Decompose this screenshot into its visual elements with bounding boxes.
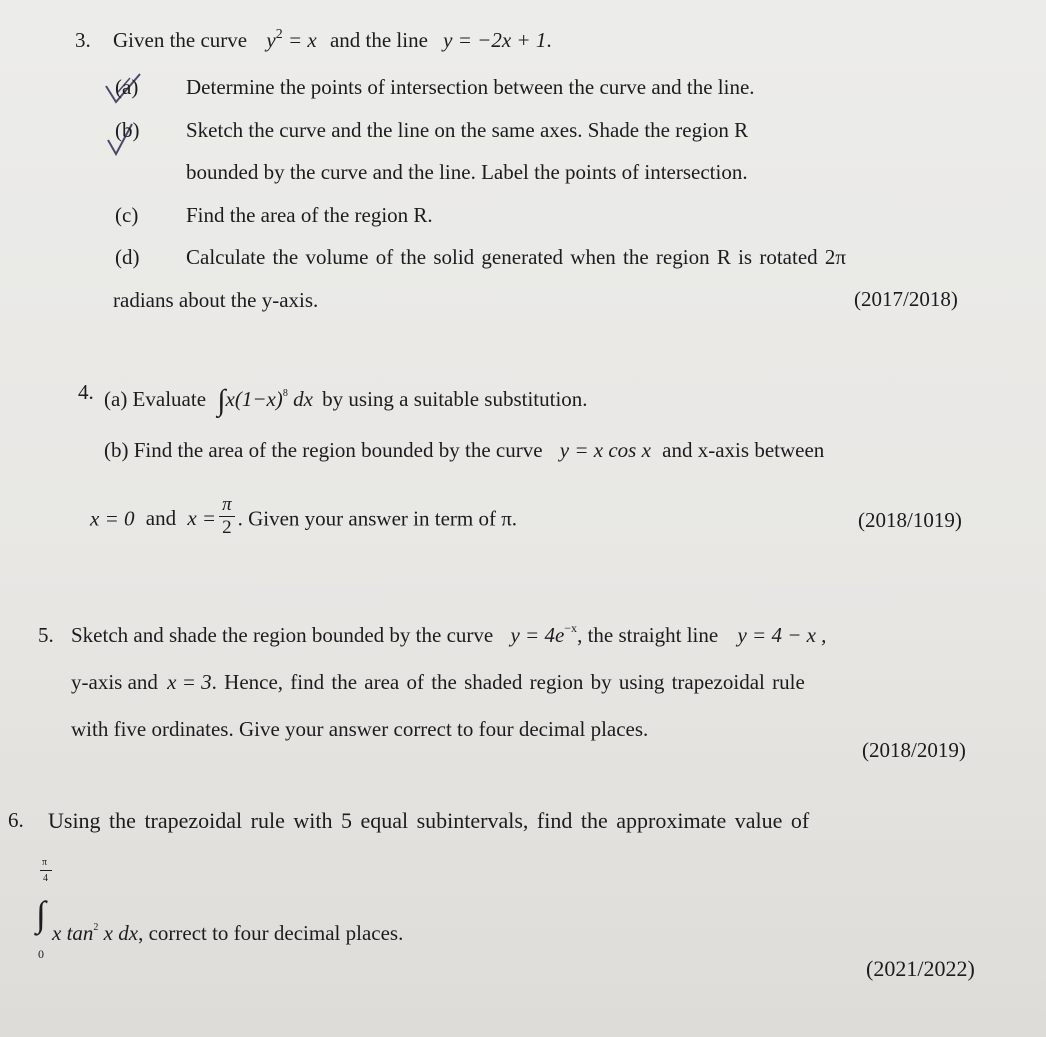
q4-a-text: (a) Evaluate [104, 387, 207, 411]
q6-upper-bar [40, 870, 52, 871]
q5-text-2a: y-axis and [71, 670, 158, 694]
q3-stem-a: Given the curve [113, 28, 248, 52]
q3-curve-exp: 2 [275, 27, 283, 42]
q3-year: (2017/2018) [854, 287, 958, 311]
q3-a-text: Determine the points of intersection between the curve and the line. [186, 75, 755, 99]
q4-b-tail2: . Given your answer in term of π. [237, 506, 518, 531]
q5-text-1: Sketch and shade the region bounded by the curve [71, 623, 494, 647]
q6-integrand: x tan [52, 921, 94, 945]
q3-d-text-1: Calculate the volume of the solid generated when the region R is rotated 2π [186, 245, 846, 269]
q4-b-num: π [219, 494, 235, 517]
q3-curve-y: y [266, 28, 276, 52]
q4-b-tail: and x-axis between [662, 438, 825, 462]
q5-text-2b: x = 3 [167, 670, 212, 694]
q4-a-line [104, 382, 588, 417]
q3-stem [113, 27, 552, 52]
q5-text-2c: . Hence, find the area of the shaded region by using trapezoidal rule [211, 670, 805, 694]
q5-text-1b: , the straight line [577, 623, 719, 647]
integral-icon: ∫ [36, 894, 46, 934]
q6-number: 6. [8, 808, 24, 832]
q5-line-eq: y = 4 − x , [737, 623, 827, 647]
q3-stem-end: . [546, 28, 552, 52]
q3-b-text-1: Sketch the curve and the line on the same axes. Shade the region R [186, 118, 749, 142]
q5-text-3: with five ordinates. Give your answer correct to four decimal places. [71, 717, 649, 741]
q3-c-text: Find the area of the region R. [186, 203, 433, 227]
q3-curve-rhs: = x [287, 28, 317, 52]
q6-year: (2021/2022) [866, 956, 975, 981]
q3-a-label: (a) [115, 75, 139, 99]
q4-b-and: and [145, 506, 177, 531]
integral-icon: ∫ [217, 384, 226, 417]
q3-line-eq: y = −2x + 1 [443, 28, 547, 52]
q3-b-label: (b) [115, 118, 140, 142]
q3-b-text-2: bounded by the curve and the line. Label the points of intersection. [186, 160, 748, 184]
q4-a-tail: by using a suitable substitution. [322, 387, 588, 411]
q5-number: 5. [38, 623, 54, 647]
q4-b-line-2 [90, 494, 518, 543]
q4-b-line [104, 440, 824, 461]
q5-year: (2018/2019) [862, 738, 966, 762]
q4-b-x0: x = 0 [90, 506, 135, 531]
q4-a-integrand: x(1−x) [225, 387, 283, 411]
q3-d-label: (d) [115, 245, 140, 269]
q4-number: 4. [78, 380, 94, 404]
q5-line-2 [71, 672, 805, 693]
q4-year: (2018/1019) [858, 508, 962, 532]
q6-upper-den: 4 [43, 873, 48, 884]
q3-d-text-2: radians about the y-axis. [113, 288, 319, 312]
q5-curve: y = 4e [510, 623, 565, 647]
q6-expression [52, 923, 403, 944]
q6-lower: 0 [38, 947, 44, 961]
fraction-pi-over-2 [219, 494, 235, 539]
q4-a-dx: dx [293, 387, 313, 411]
q4-b-text: (b) Find the area of the region bounded by the curve [104, 438, 543, 462]
q5-curve-exp: −x [564, 621, 578, 635]
q6-tail: , correct to four decimal places. [138, 921, 404, 945]
q6-exp: 2 [93, 922, 99, 933]
q4-a-exp: 8 [282, 388, 288, 399]
q6-upper-num: π [42, 857, 48, 868]
q3-stem-b: and the line [329, 28, 428, 52]
q4-b-x1: x = [187, 506, 217, 531]
q4-b-curve: y = x cos x [559, 438, 651, 462]
q3-c-label: (c) [115, 203, 139, 227]
q5-line-1 [71, 621, 827, 647]
q6-text-1: Using the trapezoidal rule with 5 equal subintervals, find the approximate value of [48, 808, 810, 833]
q4-b-den: 2 [222, 517, 232, 538]
q6-integrand-tail: x dx [103, 921, 139, 945]
q3-number: 3. [75, 28, 91, 52]
